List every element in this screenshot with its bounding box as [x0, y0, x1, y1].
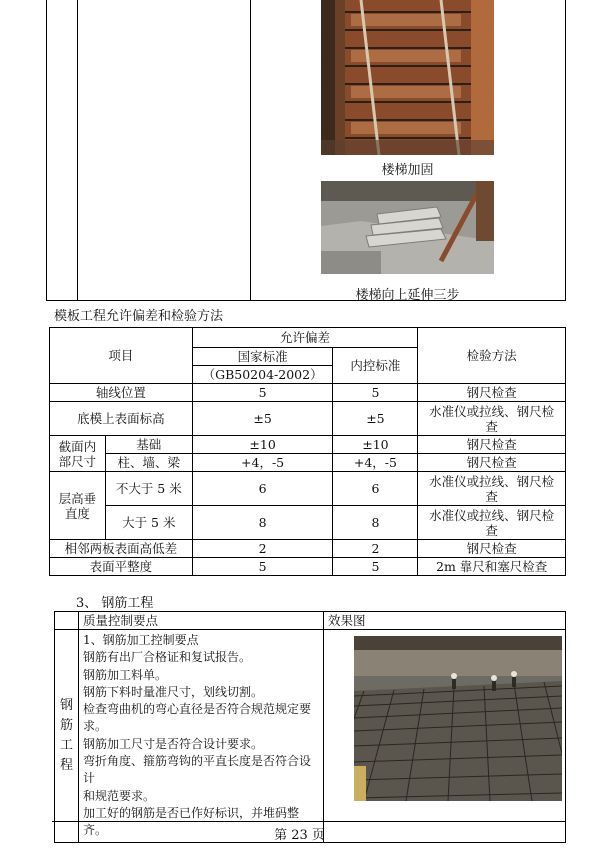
group-line: 层高垂	[58, 490, 97, 506]
page-number: 第 23 页	[274, 828, 325, 843]
row-internal: 6	[333, 472, 418, 506]
row-internal: 5	[333, 384, 418, 402]
row-item: 轴线位置	[50, 384, 193, 402]
row-group	[50, 436, 106, 472]
rebar-mesh-photo	[354, 636, 562, 801]
method-line: 查	[485, 488, 498, 504]
row-internal: ±10	[333, 436, 418, 454]
header-method: 检验方法	[418, 328, 566, 384]
method-line: 查	[485, 522, 498, 538]
row-internal: 2	[333, 540, 418, 558]
row-method: 钢尺检查	[418, 384, 566, 402]
tolerance-section-title: 模板工程允许偏差和检验方法	[54, 309, 224, 324]
row-internal: ±5	[333, 402, 418, 436]
row-group	[50, 472, 106, 540]
point-line: 钢筋加工尺寸是否符合设计要求。	[82, 736, 263, 751]
table-row	[50, 436, 566, 454]
point-line: 1、钢筋加工控制要点	[82, 633, 199, 647]
point-line: 弯折角度、箍筋弯钩的平直长度是否符合设计	[82, 754, 311, 786]
row-method: 钢尺检查	[418, 540, 566, 558]
header-internal: 内控标准	[333, 348, 418, 384]
point-line: 钢筋有出厂合格证和复试报告。	[82, 650, 251, 665]
label-char: 钢	[59, 697, 73, 713]
table-row	[50, 402, 566, 436]
label-char: 工	[59, 737, 73, 753]
row-method: 钢尺检查	[418, 436, 566, 454]
header-item: 项目	[50, 328, 193, 384]
point-line: 钢筋下料时量准尺寸，划线切割。	[82, 684, 263, 699]
header-national-code: （GB50204-2002）	[192, 366, 333, 384]
point-line: 检查弯曲机的弯心直径是否符合规范规定要	[82, 702, 311, 717]
caption-stair-extension: 楼梯向上延伸三步	[355, 288, 460, 303]
rebar-table	[54, 611, 566, 843]
row-sub: 大于 5 米	[105, 506, 192, 540]
row-national: ±5	[192, 402, 333, 436]
method-line: 查	[485, 418, 498, 434]
rebar-effect-cell	[324, 630, 566, 843]
point-line: 钢筋加工料单。	[82, 667, 167, 682]
row-internal: +4，-5	[333, 454, 418, 472]
label-char: 程	[59, 757, 73, 773]
table-row	[50, 472, 566, 506]
group-line: 直度	[64, 505, 90, 521]
row-internal: 8	[333, 506, 418, 540]
row-item: 表面平整度	[50, 558, 193, 576]
row-national: 8	[192, 506, 333, 540]
point-line: 和规范要求。	[82, 788, 155, 803]
row-method	[418, 506, 566, 540]
header-national: 国家标准	[192, 348, 333, 366]
row-item: 相邻两板表面高低差	[50, 540, 193, 558]
table-row	[50, 558, 566, 576]
stair-reinforcement-photo	[321, 0, 494, 155]
row-national: 5	[192, 558, 333, 576]
rebar-section-title: 3、 钢筋工程	[76, 596, 154, 611]
table-row	[50, 384, 566, 402]
method-line: 水准仪或拉线、钢尺检	[429, 507, 555, 523]
row-internal: 5	[333, 558, 418, 576]
rebar-points	[78, 630, 323, 843]
table-row	[50, 540, 566, 558]
rebar-label	[55, 630, 79, 843]
point-line: 求。	[82, 719, 107, 734]
row-sub: 不大于 5 米	[105, 472, 192, 506]
row-item: 底模上表面标高	[50, 402, 193, 436]
label-char: 筋	[59, 717, 73, 733]
row-national: +4，-5	[192, 454, 333, 472]
row-method	[418, 472, 566, 506]
table-row	[50, 454, 566, 472]
point-line: 加工好的钢筋是否已作好标识，并堆码整齐。	[82, 805, 299, 838]
rebar-header-blank	[55, 612, 79, 630]
footer-rule	[52, 821, 565, 822]
tolerance-table	[49, 327, 566, 576]
method-line: 水准仪或拉线、钢尺检	[429, 403, 555, 419]
row-national: 6	[192, 472, 333, 506]
group-line: 部尺寸	[58, 453, 97, 469]
header-effect: 效果图	[324, 612, 566, 630]
row-national: 5	[192, 384, 333, 402]
group-line: 截面内	[58, 438, 97, 454]
header-allowed: 允许偏差	[192, 328, 418, 348]
row-method: 钢尺检查	[418, 454, 566, 472]
method-line: 水准仪或拉线、钢尺检	[429, 473, 555, 489]
row-national: 2	[192, 540, 333, 558]
row-sub: 柱、墙、梁	[105, 454, 192, 472]
header-points: 质量控制要点	[78, 612, 323, 630]
row-sub: 基础	[105, 436, 192, 454]
caption-stair-reinforcement: 楼梯加固	[381, 163, 434, 178]
stair-extension-photo	[321, 181, 494, 274]
table-row	[50, 506, 566, 540]
row-method	[418, 402, 566, 436]
row-method: 2m 靠尺和塞尺检查	[418, 558, 566, 576]
row-national: ±10	[192, 436, 333, 454]
